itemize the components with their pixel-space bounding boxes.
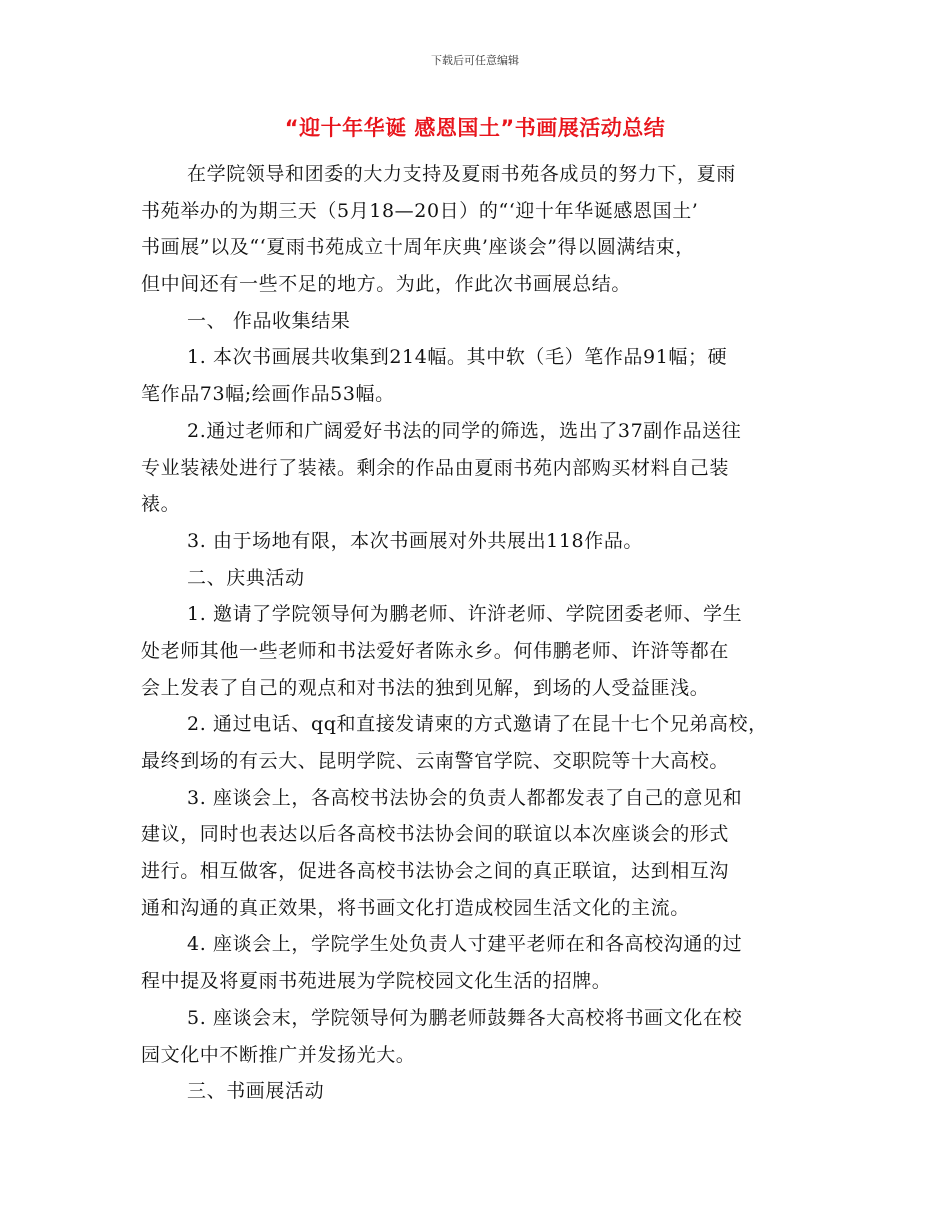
body-line: 建议，同时也表达以后各高校书法协会间的联谊以本次座谈会的形式 [141,823,730,846]
body-line: 3. 由于场地有限，本次书画展对外共展出118作品。 [187,529,644,552]
body-line: 一、 作品收集结果 [187,309,351,332]
body-line: 处老师其他一些老师和书法爱好者陈永乡。何伟鹏老师、许浒等都在 [141,639,730,662]
body-line: 三、书画展活动 [187,1080,325,1103]
body-line: 5. 座谈会末，学院领导何为鹏老师鼓舞各大高校将书画文化在校 [187,1006,743,1029]
body-line: 2.通过老师和广阔爱好书法的同学的筛选，选出了37副作品送往 [187,419,742,442]
body-line: 2. 通过电话、qq和直接发请柬的方式邀请了在昆十七个兄弟高校， [187,713,768,736]
body-line: 笔作品73幅;绘画作品53幅。 [141,383,395,406]
page-header-note: 下载后可任意编辑 [431,54,519,67]
body-line: 专业装裱处进行了装裱。剩余的作品由夏雨书苑内部购买材料自己装 [141,456,730,479]
body-line: 1. 邀请了学院领导何为鹏老师、许浒老师、学院团委老师、学生 [187,603,743,626]
document-body [141,156,831,1110]
body-line: 书画展”以及“‘夏雨书苑成立十周年庆典’座谈会”得以圆满结束， [141,236,695,259]
body-line: 4. 座谈会上，学院学生处负责人寸建平老师在和各高校沟通的过 [187,933,743,956]
body-line: 二、庆典活动 [187,566,305,589]
body-line: 在学院领导和团委的大力支持及夏雨书苑各成员的努力下，夏雨 [187,163,736,185]
body-line: 但中间还有一些不足的地方。为此，作此次书画展总结。 [141,273,632,296]
body-line: 3. 座谈会上，各高校书法协会的负责人都都发表了自己的意见和 [187,786,743,809]
body-line: 进行。相互做客，促进各高校书法协会之间的真正联谊，达到相互沟 [141,860,730,883]
body-line: 会上发表了自己的观点和对书法的独到见解，到场的人受益匪浅。 [141,676,710,699]
document-title: “迎十年华诞 感恩国土”书画展活动总结 [284,116,666,140]
body-line: 程中提及将夏雨书苑进展为学院校园文化生活的招牌。 [141,970,612,993]
body-line: 裱。 [141,493,181,516]
body-line: 最终到场的有云大、昆明学院、云南警官学院、交职院等十大高校。 [141,750,730,772]
body-line: 园文化中不断推广并发扬光大。 [141,1043,416,1066]
body-line: 通和沟通的真正效果，将书画文化打造成校园生活文化的主流。 [141,896,690,919]
body-line: 1. 本次书画展共收集到214幅。其中软（毛）笔作品91幅；硬 [187,346,728,369]
body-line: 书苑举办的为期三天（5月18—20日）的“‘迎十年华诞感恩国土’ [141,199,699,222]
